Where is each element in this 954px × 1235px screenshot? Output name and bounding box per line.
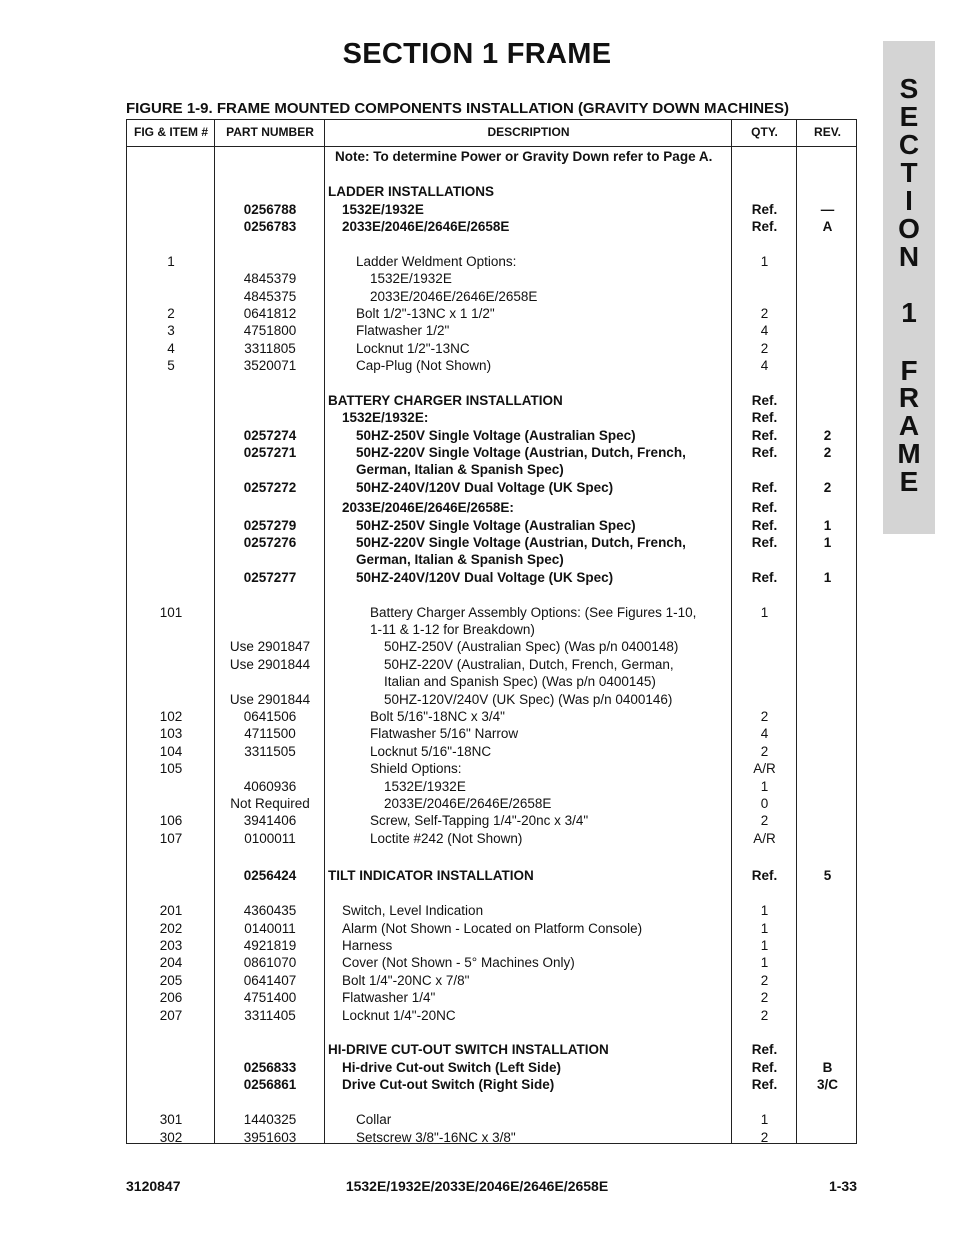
table-row <box>127 322 858 339</box>
description-cell: Hi-drive Cut-out Switch (Left Side) <box>342 1060 561 1075</box>
fig-item-cell: 206 <box>159 990 183 1005</box>
description-cell: Bolt 1/2"-13NC x 1 1/2" <box>356 306 495 321</box>
description-cell: 50HZ-120V/240V (UK Spec) (Was p/n 0400146) <box>384 692 673 707</box>
table-row <box>127 1007 858 1024</box>
qty-cell: 2 <box>760 341 769 356</box>
qty-cell: Ref. <box>751 518 778 533</box>
qty-cell: Ref. <box>751 868 778 883</box>
qty-cell: Ref. <box>751 1042 778 1057</box>
description-cell: German, Italian & Spanish Spec) <box>356 552 564 567</box>
qty-cell: 1 <box>760 921 769 936</box>
rev-cell: 1 <box>823 518 832 533</box>
description-cell: Locknut 1/2"-13NC <box>356 341 470 356</box>
table-row <box>127 621 858 638</box>
side-tab-char: F <box>900 355 918 386</box>
qty-cell: 2 <box>760 744 769 759</box>
description-cell: Cover (Not Shown - 5° Machines Only) <box>342 955 575 970</box>
description-cell: Flatwasher 1/4" <box>342 990 436 1005</box>
part-number-cell: Use 2901847 <box>229 639 311 654</box>
fig-item-cell: 202 <box>159 921 183 936</box>
qty-cell: Ref. <box>751 219 778 234</box>
table-row <box>127 1076 858 1093</box>
qty-cell: 1 <box>760 955 769 970</box>
section-side-tab <box>883 41 935 534</box>
part-number-cell: 3520071 <box>243 358 297 373</box>
table-row <box>127 183 858 200</box>
fig-item-cell: 106 <box>159 813 183 828</box>
part-number-cell: 4360435 <box>243 903 297 918</box>
part-number-cell: 0100011 <box>244 831 296 846</box>
description-cell: 1532E/1932E: <box>342 410 429 425</box>
table-row <box>127 1041 858 1058</box>
part-number-cell: 3311805 <box>244 341 296 356</box>
fig-item-cell: 204 <box>159 955 183 970</box>
table-row <box>127 691 858 708</box>
qty-cell: 0 <box>760 796 769 811</box>
description-cell: 50HZ-250V (Australian Spec) (Was p/n 0400148) <box>384 639 679 654</box>
table-row <box>127 357 858 374</box>
part-number-cell: Use 2901844 <box>229 692 311 707</box>
description-cell: Battery Charger Assembly Options: (See Figures 1-10, <box>370 605 697 620</box>
fig-item-cell: 104 <box>159 744 183 759</box>
fig-item-cell: 103 <box>159 726 183 741</box>
description-cell: Flatwasher 5/16" Narrow <box>370 726 519 741</box>
part-number-cell: 0257271 <box>243 445 297 460</box>
description-cell: 50HZ-240V/120V Dual Voltage (UK Spec) <box>356 570 614 585</box>
qty-cell: 4 <box>760 726 769 741</box>
part-number-cell: 0257276 <box>243 535 297 550</box>
description-cell: Screw, Self-Tapping 1/4"-20nc x 3/4" <box>370 813 589 828</box>
table-row <box>127 778 858 795</box>
rev-cell: 3/C <box>816 1077 838 1092</box>
parts-table <box>126 119 857 1144</box>
fig-item-cell: 301 <box>159 1112 183 1127</box>
rev-cell: A <box>822 219 833 234</box>
side-tab-char: S <box>899 73 919 104</box>
rev-cell: 5 <box>823 868 832 883</box>
part-number-cell: 0256833 <box>243 1060 297 1075</box>
table-row <box>127 517 858 534</box>
description-cell: 50HZ-220V Single Voltage (Austrian, Dutch, French, <box>356 445 686 460</box>
footer-models: 1532E/1932E/2033E/2046E/2646E/2658E <box>345 1178 609 1194</box>
table-row <box>127 148 858 165</box>
description-cell: Italian and Spanish Spec) (Was p/n 0400145) <box>384 674 656 689</box>
description-cell: LADDER INSTALLATIONS <box>328 184 494 199</box>
part-number-cell: 0641812 <box>243 306 297 321</box>
part-number-cell: 0861070 <box>243 955 297 970</box>
qty-cell: 2 <box>760 1008 769 1023</box>
table-row <box>127 569 858 586</box>
qty-cell: Ref. <box>751 480 778 495</box>
qty-cell: 2 <box>760 306 769 321</box>
part-number-cell: 0257279 <box>243 518 297 533</box>
description-cell: Bolt 1/4"-20NC x 7/8" <box>342 973 470 988</box>
side-tab-char: N <box>898 241 920 272</box>
table-row <box>127 937 858 954</box>
fig-item-cell: 201 <box>159 903 183 918</box>
part-number-cell: 4751800 <box>243 323 297 338</box>
qty-cell: 1 <box>760 903 769 918</box>
description-cell: Drive Cut-out Switch (Right Side) <box>342 1077 555 1092</box>
qty-cell: 1 <box>760 938 769 953</box>
description-cell: German, Italian & Spanish Spec) <box>356 462 564 477</box>
header-part-number: PART NUMBER <box>226 125 314 139</box>
part-number-cell: 3941406 <box>243 813 297 828</box>
section-title: SECTION 1 FRAME <box>342 38 612 70</box>
part-number-cell: 0641506 <box>243 709 297 724</box>
part-number-cell: 0140011 <box>244 921 296 936</box>
header-divider <box>127 146 856 147</box>
description-cell: Ladder Weldment Options: <box>356 254 517 269</box>
part-number-cell: 3311405 <box>244 1008 296 1023</box>
part-number-cell: 4921819 <box>243 938 297 953</box>
side-tab-char: M <box>897 438 921 469</box>
table-row <box>127 673 858 690</box>
header-qty: QTY. <box>751 125 778 139</box>
part-number-cell: Use 2901844 <box>229 657 311 672</box>
qty-cell: A/R <box>753 761 776 776</box>
side-tab-char: A <box>898 410 920 441</box>
qty-cell: 1 <box>760 605 769 620</box>
table-row <box>127 409 858 426</box>
description-cell: Locknut 1/4"-20NC <box>342 1008 456 1023</box>
description-cell: 50HZ-250V Single Voltage (Australian Spec) <box>356 428 636 443</box>
header-description: DESCRIPTION <box>487 125 570 139</box>
table-row <box>127 427 858 444</box>
table-row <box>127 479 858 496</box>
part-number-cell: 0256424 <box>243 868 297 883</box>
fig-item-cell: 1 <box>167 254 175 269</box>
rev-cell: 2 <box>823 480 832 495</box>
fig-item-cell: 102 <box>159 709 183 724</box>
table-row <box>127 812 858 829</box>
description-cell: 2033E/2046E/2646E/2658E <box>384 796 552 811</box>
description-cell: 50HZ-220V (Australian, Dutch, French, German, <box>384 657 674 672</box>
rev-cell: 1 <box>823 535 832 550</box>
qty-cell: 4 <box>760 323 769 338</box>
description-cell: Flatwasher 1/2" <box>356 323 450 338</box>
qty-cell: Ref. <box>751 428 778 443</box>
rev-cell: — <box>820 202 835 217</box>
description-cell: 1532E/1932E <box>370 271 452 286</box>
side-tab-char: O <box>898 213 920 244</box>
table-row <box>127 638 858 655</box>
qty-cell: 2 <box>760 973 769 988</box>
description-cell: Loctite #242 (Not Shown) <box>370 831 523 846</box>
table-row <box>127 461 858 478</box>
description-cell: 1532E/1932E <box>342 202 424 217</box>
fig-item-cell: 2 <box>167 306 175 321</box>
qty-cell: Ref. <box>751 1060 778 1075</box>
qty-cell: 2 <box>760 1130 769 1145</box>
part-number-cell: 0641407 <box>243 973 297 988</box>
part-number-cell: 0256788 <box>243 202 297 217</box>
part-number-cell: 4711500 <box>244 726 296 741</box>
table-row <box>127 795 858 812</box>
header-rev: REV. <box>814 125 841 139</box>
description-cell: 50HZ-220V Single Voltage (Austrian, Dutch, French, <box>356 535 686 550</box>
table-row <box>127 288 858 305</box>
qty-cell: 2 <box>760 990 769 1005</box>
description-cell: Shield Options: <box>370 761 462 776</box>
fig-item-cell: 3 <box>167 323 175 338</box>
rev-cell: B <box>822 1060 833 1075</box>
table-row <box>127 954 858 971</box>
rev-cell: 2 <box>823 445 832 460</box>
qty-cell: Ref. <box>751 445 778 460</box>
table-row <box>127 1111 858 1128</box>
fig-item-cell: 4 <box>167 341 175 356</box>
part-number-cell: 0256861 <box>243 1077 297 1092</box>
qty-cell: 1 <box>760 254 769 269</box>
header-fig-item: FIG & ITEM # <box>133 125 208 139</box>
qty-cell: Ref. <box>751 202 778 217</box>
table-row <box>127 867 858 884</box>
description-cell: HI-DRIVE CUT-OUT SWITCH INSTALLATION <box>328 1042 609 1057</box>
part-number-cell: 0257272 <box>243 480 297 495</box>
description-cell: Collar <box>356 1112 392 1127</box>
side-tab-char: E <box>899 466 919 497</box>
table-row <box>127 760 858 777</box>
side-tab-char: C <box>898 129 920 160</box>
side-tab-char: I <box>905 185 913 216</box>
qty-cell: Ref. <box>751 410 778 425</box>
description-cell: TILT INDICATOR INSTALLATION <box>328 868 534 883</box>
table-row <box>127 1129 858 1146</box>
side-tab-char: T <box>900 157 918 188</box>
description-cell: 50HZ-240V/120V Dual Voltage (UK Spec) <box>356 480 614 495</box>
table-row <box>127 551 858 568</box>
qty-cell: 1 <box>760 1112 769 1127</box>
table-row <box>127 708 858 725</box>
table-row <box>127 305 858 322</box>
part-number-cell: 1440325 <box>243 1112 297 1127</box>
part-number-cell: 0256783 <box>243 219 297 234</box>
table-row <box>127 392 858 409</box>
table-row <box>127 989 858 1006</box>
table-row <box>127 253 858 270</box>
footer-page-number: 1-33 <box>828 1178 857 1194</box>
part-number-cell: Not Required <box>230 796 310 811</box>
rev-cell: 2 <box>823 428 832 443</box>
part-number-cell: 0257274 <box>243 428 297 443</box>
qty-cell: Ref. <box>751 570 778 585</box>
part-number-cell: 4845375 <box>243 289 297 304</box>
fig-item-cell: 205 <box>159 973 183 988</box>
part-number-cell: 4751400 <box>243 990 297 1005</box>
qty-cell: 2 <box>760 709 769 724</box>
description-cell: Bolt 5/16"-18NC x 3/4" <box>370 709 505 724</box>
description-cell: 50HZ-250V Single Voltage (Australian Spec) <box>356 518 636 533</box>
figure-title: FIGURE 1-9. FRAME MOUNTED COMPONENTS INSTALLATION (GRAVITY DOWN MACHINES) <box>126 100 790 117</box>
fig-item-cell: 302 <box>159 1130 183 1145</box>
table-row <box>127 604 858 621</box>
part-number-cell: 4060936 <box>243 779 297 794</box>
fig-item-cell: 203 <box>159 938 183 953</box>
description-cell: Setscrew 3/8"-16NC x 3/8" <box>356 1130 516 1145</box>
description-cell: Harness <box>342 938 393 953</box>
table-row <box>127 534 858 551</box>
table-row <box>127 830 858 847</box>
side-tab-char: 1 <box>901 297 917 328</box>
part-number-cell: 4845379 <box>243 271 297 286</box>
description-cell: 2033E/2046E/2646E/2658E <box>370 289 538 304</box>
qty-cell: Ref. <box>751 393 778 408</box>
table-row <box>127 656 858 673</box>
rev-cell: 1 <box>823 570 832 585</box>
side-tab-char: R <box>898 382 920 413</box>
footer-doc-number: 3120847 <box>126 1178 181 1194</box>
table-row <box>127 902 858 919</box>
description-cell: 1532E/1932E <box>384 779 466 794</box>
description-cell: 1-11 & 1-12 for Breakdown) <box>370 622 535 637</box>
description-cell: 2033E/2046E/2646E/2658E <box>342 219 510 234</box>
description-cell: Locknut 5/16"-18NC <box>370 744 492 759</box>
qty-cell: 1 <box>760 779 769 794</box>
description-cell: BATTERY CHARGER INSTALLATION <box>328 393 563 408</box>
fig-item-cell: 101 <box>159 605 183 620</box>
table-row <box>127 444 858 461</box>
description-cell: Cap-Plug (Not Shown) <box>356 358 492 373</box>
qty-cell: 2 <box>760 813 769 828</box>
part-number-cell: 0257277 <box>243 570 297 585</box>
table-row <box>127 499 858 516</box>
table-row <box>127 743 858 760</box>
table-row <box>127 218 858 235</box>
description-cell: Switch, Level Indication <box>342 903 484 918</box>
fig-item-cell: 107 <box>159 831 183 846</box>
qty-cell: Ref. <box>751 1077 778 1092</box>
description-cell: Note: To determine Power or Gravity Down refer to Page A. <box>335 149 713 164</box>
description-cell: 2033E/2046E/2646E/2658E: <box>342 500 514 515</box>
table-row <box>127 270 858 287</box>
table-row <box>127 340 858 357</box>
qty-cell: Ref. <box>751 500 778 515</box>
qty-cell: Ref. <box>751 535 778 550</box>
table-row <box>127 201 858 218</box>
side-tab-char: E <box>899 101 919 132</box>
fig-item-cell: 105 <box>159 761 183 776</box>
part-number-cell: 3311505 <box>244 744 296 759</box>
table-row <box>127 725 858 742</box>
fig-item-cell: 207 <box>159 1008 183 1023</box>
table-row <box>127 920 858 937</box>
table-row <box>127 1059 858 1076</box>
description-cell: Alarm (Not Shown - Located on Platform Console) <box>342 921 643 936</box>
fig-item-cell: 5 <box>167 358 175 373</box>
part-number-cell: 3951603 <box>243 1130 297 1145</box>
qty-cell: 4 <box>760 358 769 373</box>
qty-cell: A/R <box>753 831 776 846</box>
table-row <box>127 972 858 989</box>
